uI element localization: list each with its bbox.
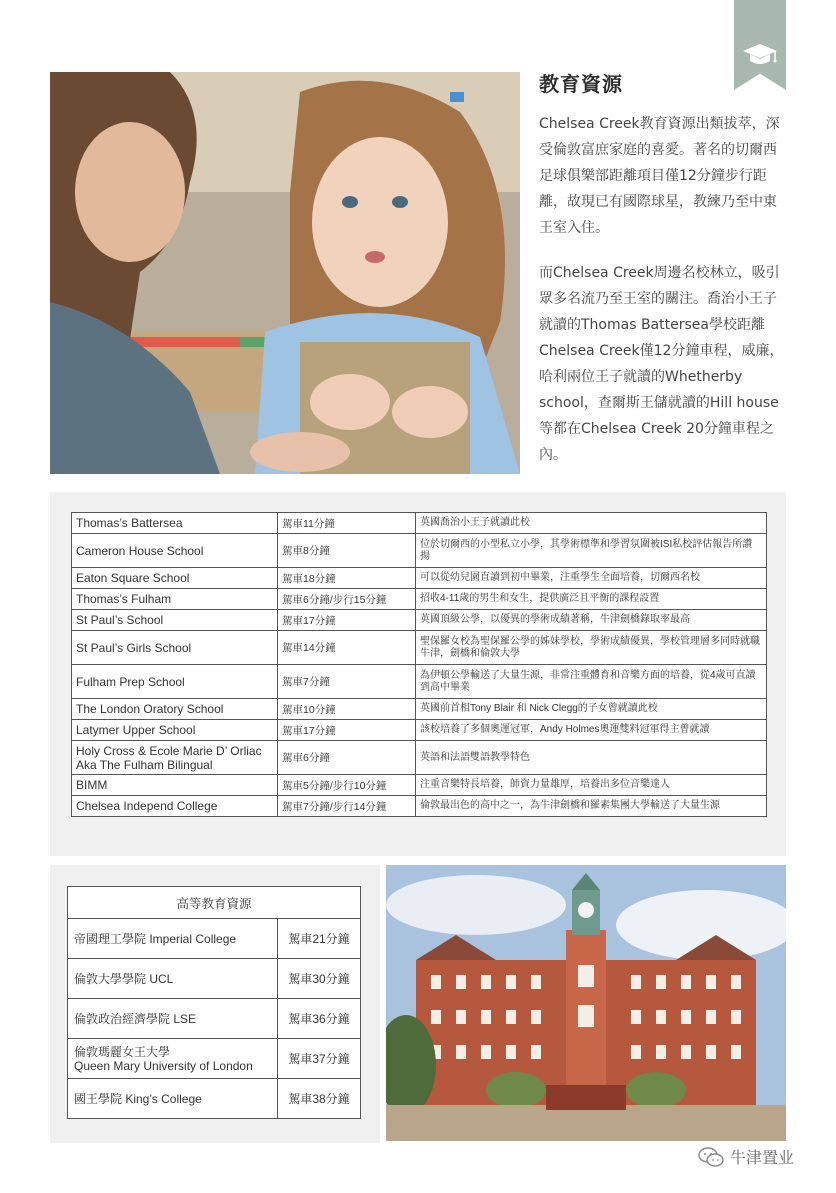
school-name: Eaton Square School — [72, 568, 278, 589]
school-distance: 駕車10分鐘 — [278, 699, 416, 720]
table-row — [72, 513, 767, 534]
table-row — [72, 699, 767, 720]
university-distance: 駕車36分鐘 — [278, 999, 361, 1039]
school-distance: 駕車7分鐘 — [278, 665, 416, 699]
watermark — [698, 1145, 794, 1168]
school-distance: 駕車11分鐘 — [278, 513, 416, 534]
table-row — [72, 665, 767, 699]
table-row — [72, 631, 767, 665]
school-name: St Paul’s Girls School — [72, 631, 278, 665]
higher-education-table — [67, 886, 361, 1119]
school-distance: 駕車8分鐘 — [278, 534, 416, 568]
table-row — [68, 1079, 361, 1119]
university-name: 倫敦大學學院 UCL — [68, 959, 278, 999]
wechat-icon — [698, 1146, 724, 1168]
school-name: Chelsea Independ College — [72, 796, 278, 817]
university-name-en: Queen Mary University of London — [74, 1058, 253, 1073]
school-distance: 駕車6分鐘/步行15分鐘 — [278, 589, 416, 610]
school-name: Cameron House School — [72, 534, 278, 568]
watermark-text: 牛津置业 — [730, 1148, 795, 1167]
school-note: 注重音樂特長培養，師資力量雄厚，培養出多位音樂達人 — [416, 775, 767, 796]
school-name: Fulham Prep School — [72, 665, 278, 699]
school-distance: 駕車6分鐘 — [278, 741, 416, 775]
school-name: Thomas’s Fulham — [72, 589, 278, 610]
school-distance: 駕車5分鐘/步行10分鐘 — [278, 775, 416, 796]
school-note: 英國前首相Tony Blair 和 Nick Clegg的子女曾就讀此校 — [416, 699, 767, 720]
university-name: 國王學院 King’s College — [68, 1079, 278, 1119]
school-note: 可以從幼兒園直讀到初中畢業，注重學生全面培養，切爾西名校 — [416, 568, 767, 589]
university-distance: 駕車38分鐘 — [278, 1079, 361, 1119]
school-distance: 駕車18分鐘 — [278, 568, 416, 589]
school-note: 英語和法語雙語教學特色 — [416, 741, 767, 775]
school-distance: 駕車17分鐘 — [278, 610, 416, 631]
intro-paragraph: Chelsea Creek教育資源出類拔萃，深受倫敦富庶家庭的喜愛。著名的切爾西足球俱樂部距離項目僅12分鐘步行距離，故現已有國際球星，教練乃至中東王室入住。 — [539, 116, 780, 236]
schools-paragraph: 而Chelsea Creek周邊名校林立，吸引眾多名流乃至王室的關注。喬治小王子就讀的Thomas Battersea學校距離Chelsea Creek僅12分鐘車程，威廉，哈利兩位王子就讀的Whetherby school，查爾斯王儲就讀的Hill house等都在Chelsea Creek 20分鐘車程之內。 — [539, 265, 784, 463]
classroom-photo — [50, 72, 520, 474]
table-row — [68, 1039, 361, 1079]
school-distance: 駕車14分鐘 — [278, 631, 416, 665]
higher-education-header: 高等教育資源 — [68, 887, 361, 919]
school-name: Holy Cross & Ecole Marie D’ Orliac Aka The Fulham Bilingual — [72, 741, 278, 775]
table-row — [68, 999, 361, 1039]
page-title: 教育資源 — [539, 72, 623, 96]
school-note: 為伊頓公學輸送了大量生源，非常注重體育和音樂方面的培養，從4歲可直讀到高中畢業 — [416, 665, 767, 699]
table-row — [72, 775, 767, 796]
university-name: 帝國理工學院 Imperial College — [68, 919, 278, 959]
school-note: 英國頂級公學，以優異的學術成績著稱，牛津劍橋錄取率最高 — [416, 610, 767, 631]
schools-table — [71, 512, 767, 817]
table-row — [72, 589, 767, 610]
school-name: Thomas’s Battersea — [72, 513, 278, 534]
university-distance: 駕車30分鐘 — [278, 959, 361, 999]
university-name — [68, 1039, 278, 1079]
university-distance: 駕車21分鐘 — [278, 919, 361, 959]
school-note: 聖保羅女校為聖保羅公學的姊妹學校，學術成績優異，學校管理層多同時就職牛津，劍橋和倫敦大學 — [416, 631, 767, 665]
school-name: Latymer Upper School — [72, 720, 278, 741]
school-name: BIMM — [72, 775, 278, 796]
graduation-cap-tab — [734, 0, 786, 90]
university-distance: 駕車37分鐘 — [278, 1039, 361, 1079]
university-name-zh: 倫敦瑪麗女王大學 — [74, 1044, 171, 1059]
school-note: 英國喬治小王子就讀此校 — [416, 513, 767, 534]
graduation-cap-icon — [742, 42, 778, 68]
school-name: St Paul’s School — [72, 610, 278, 631]
school-note: 倫敦最出色的高中之一，為牛津劍橋和羅素集團大學輸送了大量生源 — [416, 796, 767, 817]
school-note: 招收4-11歲的男生和女生，提供廣泛且平衡的課程設置 — [416, 589, 767, 610]
table-row — [68, 959, 361, 999]
university-building-photo — [386, 865, 786, 1141]
table-header-row — [68, 887, 361, 919]
table-row — [72, 796, 767, 817]
table-row — [72, 741, 767, 775]
university-name: 倫敦政治經濟學院 LSE — [68, 999, 278, 1039]
table-row — [72, 610, 767, 631]
table-row — [72, 534, 767, 568]
table-row — [68, 919, 361, 959]
table-row — [72, 568, 767, 589]
school-distance: 駕車7分鐘/步行14分鐘 — [278, 796, 416, 817]
table-row — [72, 720, 767, 741]
school-note: 位於切爾西的小型私立小學，其學術標準和學習氛圍被ISI私校評估報告所讚揚 — [416, 534, 767, 568]
school-note: 該校培養了多個奧運冠軍，Andy Holmes奧運雙料冠軍得主曾就讀 — [416, 720, 767, 741]
school-name: The London Oratory School — [72, 699, 278, 720]
school-distance: 駕車17分鐘 — [278, 720, 416, 741]
